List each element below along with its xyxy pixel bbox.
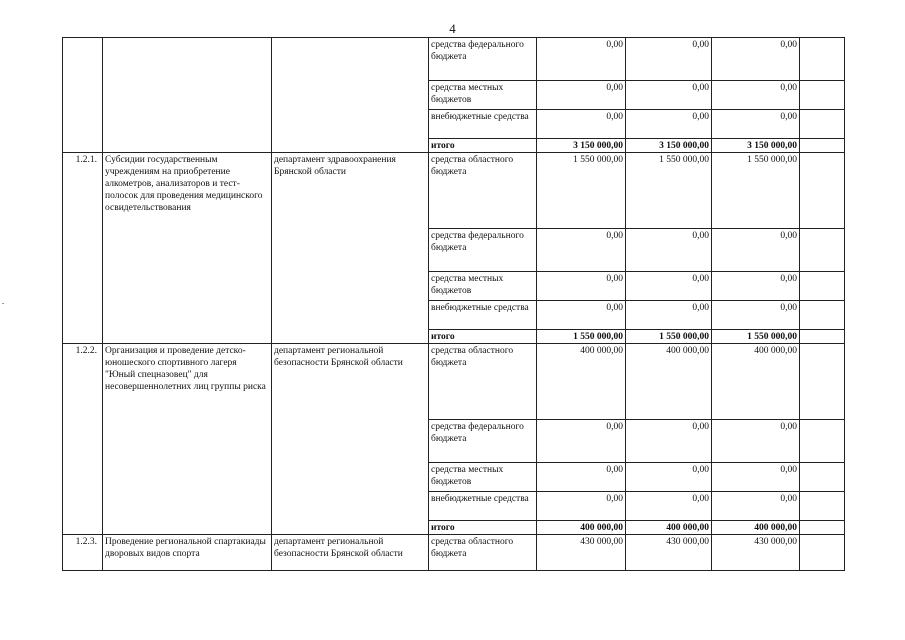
executor-cell: департамент здравоохранения Брянской области — [272, 153, 429, 344]
amount-cell: 0,00 — [712, 229, 800, 272]
amount-cell: 0,00 — [712, 272, 800, 301]
scan-artifact — [2, 303, 4, 304]
index-cell: 1.2.3. — [63, 535, 103, 571]
amount-cell: 0,00 — [626, 38, 712, 81]
funding-source-cell: средства федерального бюджета — [429, 38, 537, 81]
funding-source-cell: внебюджетные средства — [429, 492, 537, 521]
note-cell — [800, 420, 845, 463]
note-cell — [800, 330, 845, 344]
amount-cell: 0,00 — [537, 38, 626, 81]
funding-source-cell: средства областного бюджета — [429, 344, 537, 420]
amount-cell: 3 150 000,00 — [537, 139, 626, 153]
note-cell — [800, 272, 845, 301]
amount-cell: 0,00 — [626, 492, 712, 521]
funding-source-cell: итого — [429, 521, 537, 535]
amount-cell: 0,00 — [537, 301, 626, 330]
budget-table — [62, 37, 845, 571]
funding-source-cell: средства федерального бюджета — [429, 229, 537, 272]
funding-source-cell: средства местных бюджетов — [429, 463, 537, 492]
amount-cell: 0,00 — [537, 229, 626, 272]
amount-cell: 430 000,00 — [626, 535, 712, 571]
index-cell — [63, 38, 103, 153]
amount-cell: 0,00 — [712, 463, 800, 492]
amount-cell: 400 000,00 — [537, 344, 626, 420]
amount-cell: 0,00 — [712, 110, 800, 139]
amount-cell: 0,00 — [712, 420, 800, 463]
amount-cell: 0,00 — [626, 110, 712, 139]
amount-cell: 0,00 — [712, 492, 800, 521]
amount-cell: 430 000,00 — [537, 535, 626, 571]
amount-cell: 0,00 — [626, 81, 712, 110]
item-name-cell: Субсидии государственным учреждениям на приобретение алкометров, анализаторов и тест-полосок для проведения медицинского освидетельствования — [103, 153, 272, 344]
funding-source-cell: внебюджетные средства — [429, 301, 537, 330]
table-row — [63, 535, 845, 571]
note-cell — [800, 535, 845, 571]
amount-cell: 1 550 000,00 — [712, 330, 800, 344]
amount-cell: 0,00 — [712, 301, 800, 330]
amount-cell: 0,00 — [537, 463, 626, 492]
table-body — [63, 38, 845, 571]
amount-cell: 0,00 — [712, 38, 800, 81]
executor-cell: департамент региональной безопасности Брянской области — [272, 344, 429, 535]
funding-source-cell: средства местных бюджетов — [429, 81, 537, 110]
funding-source-cell: средства местных бюджетов — [429, 272, 537, 301]
amount-cell: 430 000,00 — [712, 535, 800, 571]
amount-cell: 0,00 — [537, 110, 626, 139]
funding-source-cell: внебюджетные средства — [429, 110, 537, 139]
note-cell — [800, 344, 845, 420]
amount-cell: 0,00 — [626, 463, 712, 492]
note-cell — [800, 463, 845, 492]
amount-cell: 0,00 — [537, 420, 626, 463]
note-cell — [800, 521, 845, 535]
amount-cell: 3 150 000,00 — [626, 139, 712, 153]
table-row — [63, 344, 845, 420]
page-number: 4 — [449, 21, 456, 36]
executor-cell — [272, 38, 429, 153]
amount-cell: 0,00 — [626, 229, 712, 272]
item-name-cell: Организация и проведение детско-юношеского спортивного лагеря "Юный спецназовец" для несовершеннолетних лиц группы риска — [103, 344, 272, 535]
amount-cell: 1 550 000,00 — [626, 330, 712, 344]
amount-cell: 1 550 000,00 — [537, 330, 626, 344]
funding-source-cell: средства областного бюджета — [429, 153, 537, 229]
index-cell: 1.2.2. — [63, 344, 103, 535]
amount-cell: 400 000,00 — [626, 521, 712, 535]
amount-cell: 1 550 000,00 — [537, 153, 626, 229]
note-cell — [800, 139, 845, 153]
amount-cell: 400 000,00 — [712, 521, 800, 535]
amount-cell: 1 550 000,00 — [712, 153, 800, 229]
amount-cell: 0,00 — [537, 81, 626, 110]
note-cell — [800, 38, 845, 81]
note-cell — [800, 110, 845, 139]
executor-cell: департамент региональной безопасности Брянской области — [272, 535, 429, 571]
funding-source-cell: средства федерального бюджета — [429, 420, 537, 463]
amount-cell: 1 550 000,00 — [626, 153, 712, 229]
amount-cell: 0,00 — [626, 301, 712, 330]
index-cell: 1.2.1. — [63, 153, 103, 344]
table-row — [63, 38, 845, 81]
note-cell — [800, 301, 845, 330]
funding-source-cell: средства областного бюджета — [429, 535, 537, 571]
amount-cell: 400 000,00 — [626, 344, 712, 420]
amount-cell: 0,00 — [537, 272, 626, 301]
funding-source-cell: итого — [429, 139, 537, 153]
note-cell — [800, 81, 845, 110]
amount-cell: 0,00 — [626, 272, 712, 301]
note-cell — [800, 492, 845, 521]
amount-cell: 400 000,00 — [537, 521, 626, 535]
note-cell — [800, 229, 845, 272]
note-cell — [800, 153, 845, 229]
item-name-cell — [103, 38, 272, 153]
amount-cell: 0,00 — [626, 420, 712, 463]
table-row — [63, 153, 845, 229]
item-name-cell: Проведение региональной спартакиады дворовых видов спорта — [103, 535, 272, 571]
amount-cell: 3 150 000,00 — [712, 139, 800, 153]
amount-cell: 0,00 — [712, 81, 800, 110]
funding-source-cell: итого — [429, 330, 537, 344]
amount-cell: 400 000,00 — [712, 344, 800, 420]
amount-cell: 0,00 — [537, 492, 626, 521]
